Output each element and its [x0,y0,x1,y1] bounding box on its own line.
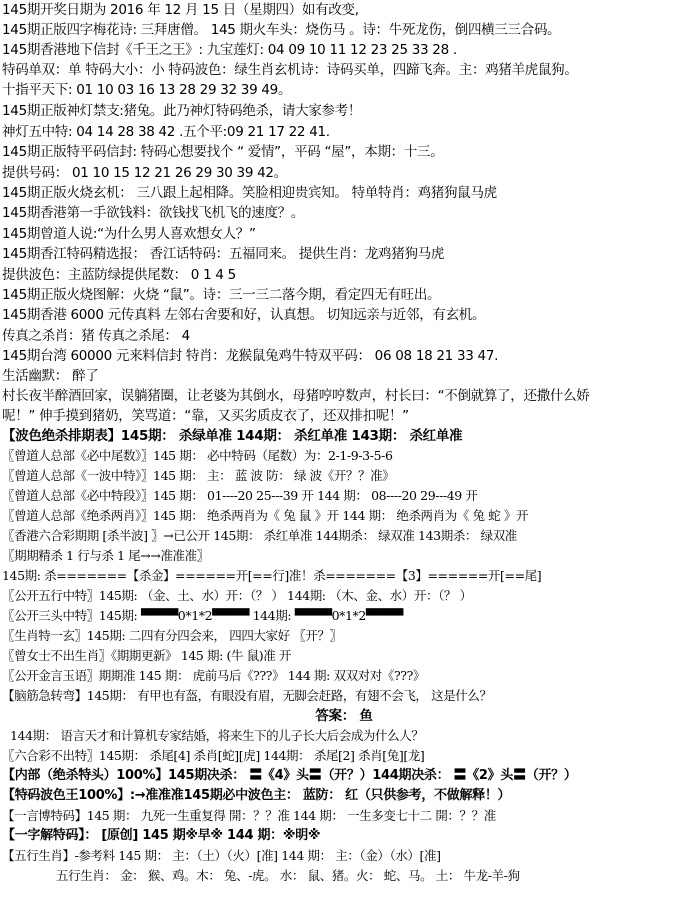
lamp-five-line: 神灯五中特: 04 14 28 38 42 .五个平:09 21 17 22 41. [2,124,330,140]
draw-date-line: 145期开奖日期为 2016 年 12 月 15 日（星期四）如有改变, [2,2,359,18]
wave-kill-schedule-line: 【波色绝杀排期表】145期： 杀绿单准 144期： 杀红单准 143期： 杀红单准 [2,428,463,444]
kill-row-tail-title-line: 〖期期精杀 1 行与杀 1 尾→→准准准〗 [2,548,209,563]
riddle-144-line: 144期： 语言天才和计算机专家结婚，将来生下的儿子长大后会成为什么人？ [10,728,424,743]
wave-king-line: 【特码波色王100%】:→准准准145期必中波色主： 蓝防： 红（只供参考，不做解释！） [2,788,511,803]
hk-envelope-line: 145期香港地下信封《千王之王》: 九宝莲灯: 04 09 10 11 12 23 25 33 28 . [2,42,457,58]
ten-fingers-line: 十指平天下: 01 10 03 16 13 28 29 32 39 49。 [2,82,292,98]
plum-poem-line: 145期正版四字梅花诗: 三拜唐僧。 145 期火车头：烧伤马 。诗：牛死龙伤，倒四横三三合码。 [2,22,561,38]
magic-lamp-line: 145期正版神灯禁支:猪兔。此乃神灯特码绝杀，请大家参考！ [2,103,362,119]
internal-kill-head-line: 【内部（绝杀特头）100%】145期决杀： 〓《4》头〓（开？）144期决杀： 〓《2》头〓（开？） [2,768,577,783]
three-heads-line: 〖公开三头中特〗145期: ▀▀▀▀0*1*2▀▀▀▀ 144期: ▀▀▀▀0*1*2▀▀▀▀ [2,608,403,623]
zodiac-mystery-line: 〖生肖特一玄〗145期: 二四有分四会来， 四四大家好 〖开？〗 [2,628,342,643]
special-envelope-line: 145期正版特平码信封: 特码心想要找个 “ 爱情”，平码 “屋”，本期：十三。 [2,144,444,160]
fire-diagram-line: 145期正版火烧图解：火烧 “鼠”。诗：三一三二落今期，看定四无有旺出。 [2,287,441,303]
five-elements-zodiac-line: 【五行生肖】-参考料 145 期： 主：（土）（火）[准] 144 期： 主：（金）（水）[准] [2,848,441,863]
golden-words-line: 〖公开金言玉语〗期期准 145 期： 虎前马后《???》 144 期: 双双对对《???》 [2,668,425,683]
one-word-bet-line: 【一言博特码】145 期： 九死一生重复得 開：？？准 144 期： 一生多变七十二 開：？？准 [2,808,496,823]
kill-row-tail-line: 145期: 杀=======【杀金】======开[==行]准！杀=======【3】======开[==尾] [2,568,542,583]
xiangjiang-line: 145期香江特码精选报： 香江话特码：五福同来。 提供生肖：龙鸡猪狗马虎 [2,246,445,262]
kill-two-zodiac-line: 〖曾道人总部《绝杀两肖》〗145 期： 绝杀两肖为《 兔 鼠 》开 144 期： 绝杀两肖为《 兔 蛇 》开 [2,508,529,523]
five-elements-line: 〖公开五行中特〗145期: （金、土、水）开：（？ ） 144期: （木、金、水）开：（？ ） [2,588,472,603]
one-wave-line: 〖曾道人总部《一波中特》〗145 期： 主： 蓝 波 防： 绿 波《开？？准》 [2,468,395,483]
ms-zeng-line: 〖曾女士不出生肖〗《期期更新》 145 期: (牛 鼠)准 开 [2,648,292,663]
special-segment-line: 〖曾道人总部《必中特段》〗145 期： 01----20 25---39 开 144 期： 08----20 29---49 开 [2,488,478,503]
kill-half-wave-line: 〖香港六合彩期期 [杀半波] 〗→已公开 145期： 杀红单准 144期杀： 绿双准 143期杀： 绿双准 [2,528,517,543]
hk-fax-line: 145期香港 6000 元传真料 左邻右舍要和好，认真想。 切知远亲与近邻，有玄机。 [2,307,486,323]
riddle-line: 【脑筋急转弯】145期： 有甲也有盔，有眼没有眉，无脚会赶路，有翅不会飞， 这是什么？ [2,688,492,703]
taiwan-envelope-line: 145期台湾 60000 元来料信封 特肖：龙猴鼠兔鸡牛特双平码： 06 08 18 21 33 47. [2,348,499,364]
riddle-answer: 答案： 鱼 [315,708,373,724]
humor-text-line-2: 呢！” 伸手摸到猪奶，笑骂道：“靠，又买劣质皮衣了，还双排扣呢！” [2,408,409,424]
taoist-saying-line: 145期曾道人说:“为什么男人喜欢想女人？” [2,226,256,242]
one-char-solve-line: 【一字解特码】： [原创] 145 期※早※ 144 期：※明※ [2,828,321,843]
wave-color-line: 提供波色：主蓝防绿提供尾数： 0 1 4 5 [2,267,236,283]
fire-mystery-line: 145期正版火烧玄机： 三八跟上起相降。笑脸相迎贵宾知。 特单特肖：鸡猪狗鼠马虎 [2,185,497,201]
special-odd-even-line: 特码单双：单 特码大小：小 特码波色：绿生肖玄机诗：诗码买单，四蹄飞奔。主：鸡猪羊虎鼠狗。 [2,62,578,78]
hk-first-hand-line: 145期香港第一手欲钱料：欲钱找飞机飞的速度？。 [2,205,305,221]
five-elements-mapping-line: 五行生肖： 金： 猴、鸡。木： 兔、-虎。 水： 鼠、猪。火： 蛇、马。 土： 牛龙-羊-狗 [56,868,520,883]
numbers-line: 提供号码： 01 10 15 12 21 26 29 30 39 42。 [2,165,287,181]
fax-kill-line: 传真之杀肖：猪 传真之杀尾： 4 [2,328,190,344]
no-special-line: 〖六合彩不出特〗145期： 杀尾[4] 杀肖[蛇][虎] 144期： 杀尾[2] 杀肖[兔][龙] [2,748,425,763]
humor-text-line-1: 村长夜半醉酒回家，误躺猪圈，让老婆为其倒水，母猪哼哼数声，村长曰：“不倒就算了，还撒什么娇 [2,388,590,404]
tail-number-line: 〖曾道人总部《必中尾数》〗145 期： 必中特码（尾数）为：2-1-9-3-5-6 [2,448,393,463]
humor-title-line: 生活幽默： 醉了 [2,368,99,384]
